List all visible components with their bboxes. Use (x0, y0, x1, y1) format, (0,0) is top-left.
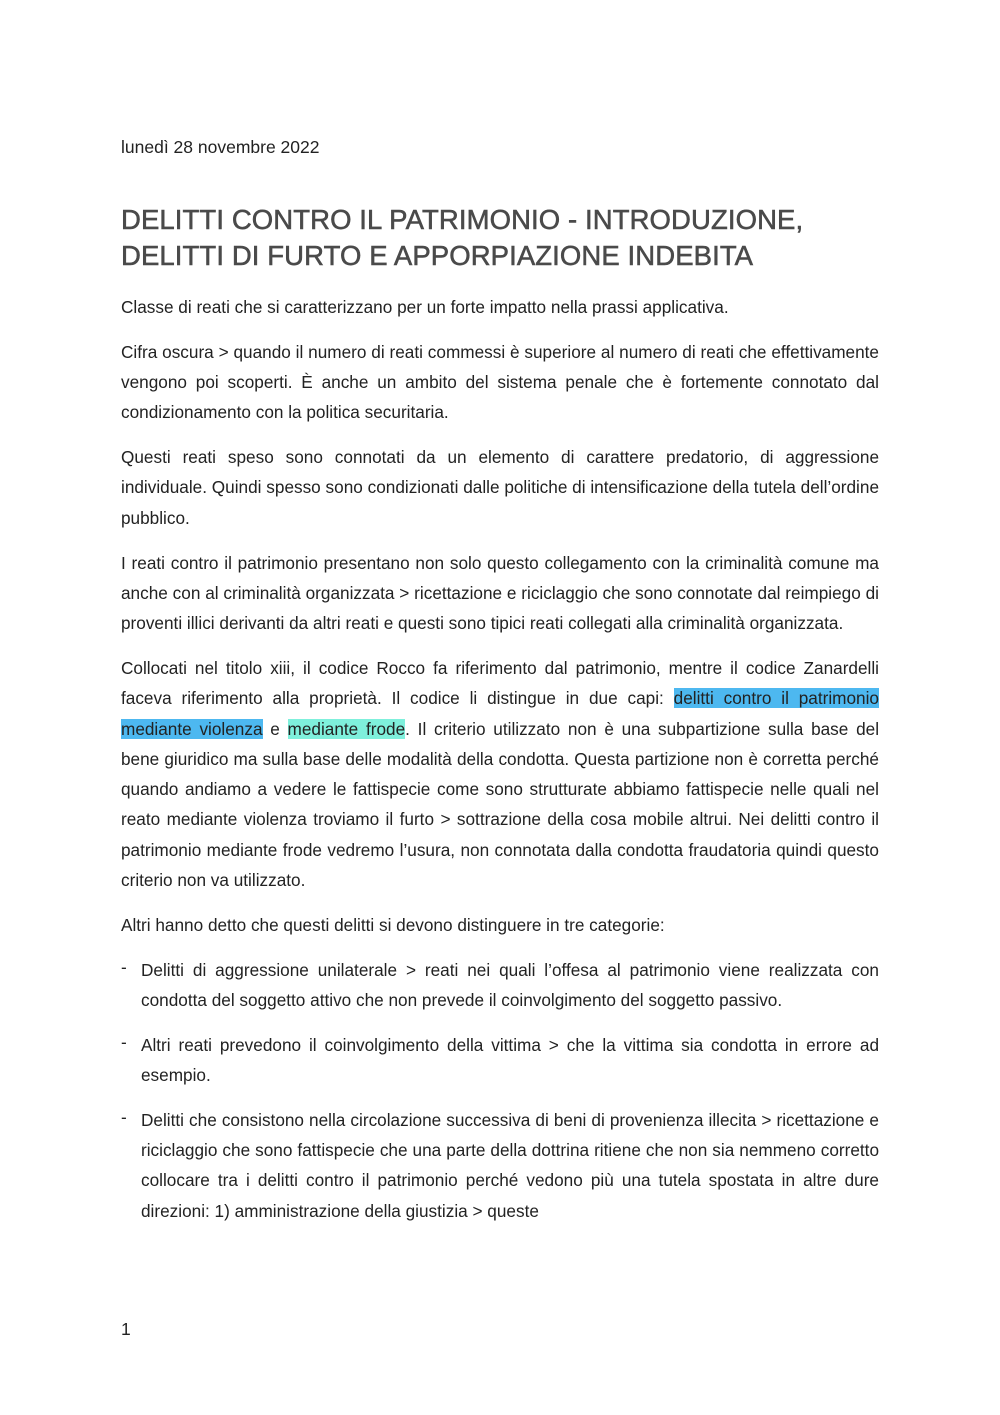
paragraph-5 (121, 653, 879, 895)
list-item-text: Delitti di aggressione unilaterale > reati nei quali l’offesa al patrimonio viene realizzata con condotta del soggetto attivo che non prevede il coinvolgimento del soggetto passivo. (141, 959, 879, 1010)
document-title: DELITTI CONTRO IL PATRIMONIO - INTRODUZIONE, DELITTI DI FURTO E APPORPIAZIONE INDEBITA (121, 204, 804, 271)
page-number: 1 (121, 1319, 131, 1339)
document-body (121, 292, 879, 1241)
dash-bullet: - (121, 1106, 127, 1127)
paragraph-1: Classe di reati che si caratterizzano per un forte impatto nella prassi applicativa. (121, 297, 729, 317)
list-item-text: Altri reati prevedono il coinvolgimento della vittima > che la vittima sia condotta in errore ad esempio. (141, 1034, 879, 1086)
paragraph-5-text-before: Collocati nel titolo xiii, il codice Rocco fa riferimento dal patrimonio, mentre il codice Zanardelli faceva riferimento alla proprietà. Il codice li distingue in due capi: (121, 657, 879, 709)
paragraph-2: Cifra oscura > quando il numero di reati commessi è superiore al numero di reati che effettivamente vengono poi scoperti. È anche un ambito del sistema penale che è fortemente connotato dal condizionamento con la politica securitaria. (121, 341, 879, 423)
document-date: lunedì 28 novembre 2022 (121, 137, 320, 157)
highlight-frode: mediante frode (287, 718, 406, 739)
list-item (121, 1105, 879, 1226)
dash-bullet: - (121, 1031, 127, 1052)
dash-bullet: - (121, 956, 127, 977)
categories-list (121, 955, 879, 1226)
highlight-violenza: delitti contro il patrimonio mediante violenza (121, 688, 879, 739)
paragraph-3: Questi reati speso sono connotati da un elemento di carattere predatorio, di aggressione individuale. Quindi spesso sono condizionati dalle politiche di intensificazione della tutela dell’ordine pubblico. (121, 447, 879, 528)
paragraph-4: I reati contro il patrimonio presentano non solo questo collegamento con la criminalità comune ma anche con al criminalità organizzata > ricettazione e riciclaggio che sono connotate dal reimpiego di proventi illici derivanti da altri reati e questi sono tipici reati collegati alla criminalità organizzata. (121, 552, 879, 634)
list-intro: Altri hanno detto che questi delitti si devono distinguere in tre categorie: (121, 914, 665, 935)
list-item (121, 1030, 879, 1091)
paragraph-5-conjunction: e (262, 718, 288, 739)
list-item (121, 955, 879, 1016)
paragraph-5-text-after: . Il criterio utilizzato non è una subpartizione sulla base del bene giuridico ma sulla base delle modalità della condotta. Questa partizione non è corretta perché quando andiamo a vedere le fattispecie come sono strutturate abbiamo fattispecie nelle quali nel reato mediante violenza troviamo il furto > sottrazione della cosa mobile altrui. Nei delitti contro il patrimonio mediante frode vedremo l’usura, non connotata dalla condotta fraudatoria quindi questo criterio non va utilizzato. (121, 718, 880, 891)
list-item-text: Delitti che consistono nella circolazione successiva di beni di provenienza illecita > ricettazione e riciclaggio che sono fattispecie che una parte della dottrina ritiene che non sia nemmeno corretto collocare tra i delitti contro il patrimonio perché vedono più una tutela spostata in altre dure direzioni: 1) amministrazione della giustizia > queste (141, 1109, 879, 1221)
